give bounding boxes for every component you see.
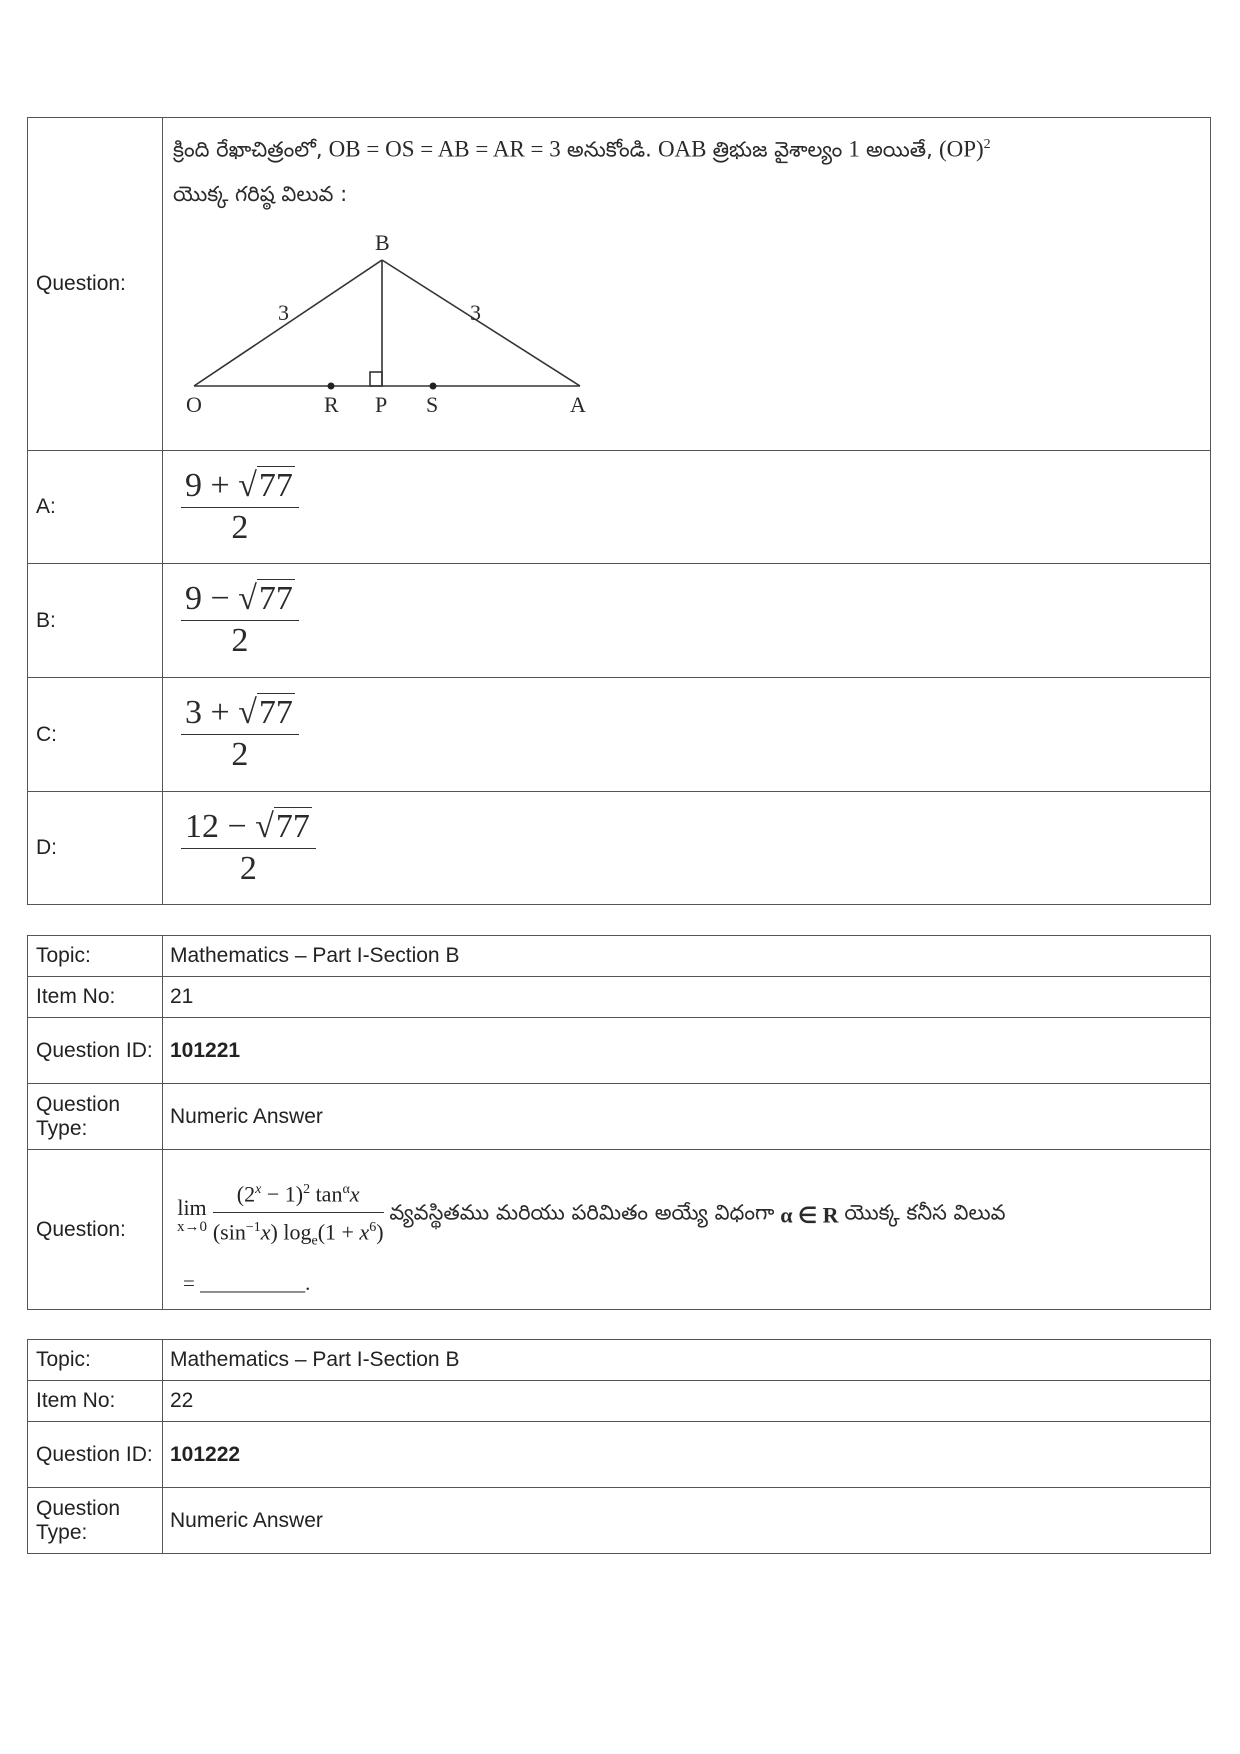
question-text-line1: క్రింది రేఖాచిత్రంలో, OB = OS = AB = AR = 3 అనుకోండి. OAB త్రిభుజ వైశాల్యం 1 అయితే, (OP)$^2$ — [173, 136, 991, 162]
topic-label: Topic: — [28, 936, 163, 977]
point-label-r: R — [324, 392, 339, 418]
option-d-label: D: — [28, 792, 163, 905]
item-no-label: Item No: — [28, 1381, 163, 1422]
question-body — [163, 1150, 1211, 1310]
option-d-value[interactable]: $\frac{12 - √77}{2}$ — [163, 792, 1211, 905]
option-d-row[interactable] — [28, 792, 1211, 905]
question-label: Question: — [28, 118, 163, 451]
question-label: Question: — [28, 1150, 163, 1310]
point-label-a: A — [570, 392, 586, 418]
limit-operator: lim x→0 — [177, 1195, 207, 1235]
question-text-line2: యొక్క గరిష్ఠ విలువ : — [173, 182, 348, 207]
question-20-table — [27, 117, 1211, 905]
option-a-row[interactable] — [28, 451, 1211, 564]
question-22-table — [27, 1339, 1211, 1554]
option-b-value[interactable]: $\frac{9 - √77}{2}$ — [163, 564, 1211, 678]
option-a-label: A: — [28, 451, 163, 564]
question-type-label: Question Type: — [28, 1084, 163, 1150]
topic-label: Topic: — [28, 1340, 163, 1381]
question-type-label: Question Type: — [28, 1488, 163, 1554]
question-body — [163, 118, 1211, 451]
question-21-table — [27, 935, 1211, 1310]
question-type-value: Numeric Answer — [163, 1488, 1211, 1554]
point-label-o: O — [186, 392, 202, 418]
topic-value: Mathematics – Part I-Section B — [163, 1340, 1211, 1381]
vertex-label-b: B — [375, 230, 390, 256]
question-id-value: 101221 — [163, 1018, 1211, 1084]
question-type-value: Numeric Answer — [163, 1084, 1211, 1150]
option-a-value[interactable]: $\frac{9 + √77}{2}$ — [163, 451, 1211, 564]
limit-fraction: $\frac{(2^x - 1)^2 \tan^\alpha x}{(\sin^{-1}x) \log_e(1 + x^6)}$ — [213, 1175, 384, 1256]
option-c-row[interactable] — [28, 678, 1211, 792]
point-label-s: S — [426, 392, 439, 418]
point-label-p: P — [375, 392, 388, 418]
answer-blank: = __________. — [183, 1270, 311, 1295]
option-c-label: C: — [28, 678, 163, 792]
triangle-figure — [170, 220, 590, 420]
option-c-value[interactable]: $\frac{3 + √77}{2}$ — [163, 678, 1211, 792]
option-b-label: B: — [28, 564, 163, 678]
item-no-label: Item No: — [28, 977, 163, 1018]
side-label-right: 3 — [470, 300, 481, 326]
question-id-label: Question ID: — [28, 1018, 163, 1084]
item-no-value: 22 — [163, 1381, 1211, 1422]
question-id-value: 101222 — [163, 1422, 1211, 1488]
option-b-row[interactable] — [28, 564, 1211, 678]
topic-value: Mathematics – Part I-Section B — [163, 936, 1211, 977]
limit-expression-line: lim x→0 $\frac{(2^x - 1)^2 \tan^\alpha x}{(\sin^{-1}x) \log_e(1 + x^6)}$ వ్యవస్థితము మరియు పరిమితం అయ్యే విధంగా α ∈ R యొక్క కనీస విలువ — [177, 1175, 1203, 1256]
side-label-left: 3 — [278, 300, 289, 326]
item-no-value: 21 — [163, 977, 1211, 1018]
question-id-label: Question ID: — [28, 1422, 163, 1488]
